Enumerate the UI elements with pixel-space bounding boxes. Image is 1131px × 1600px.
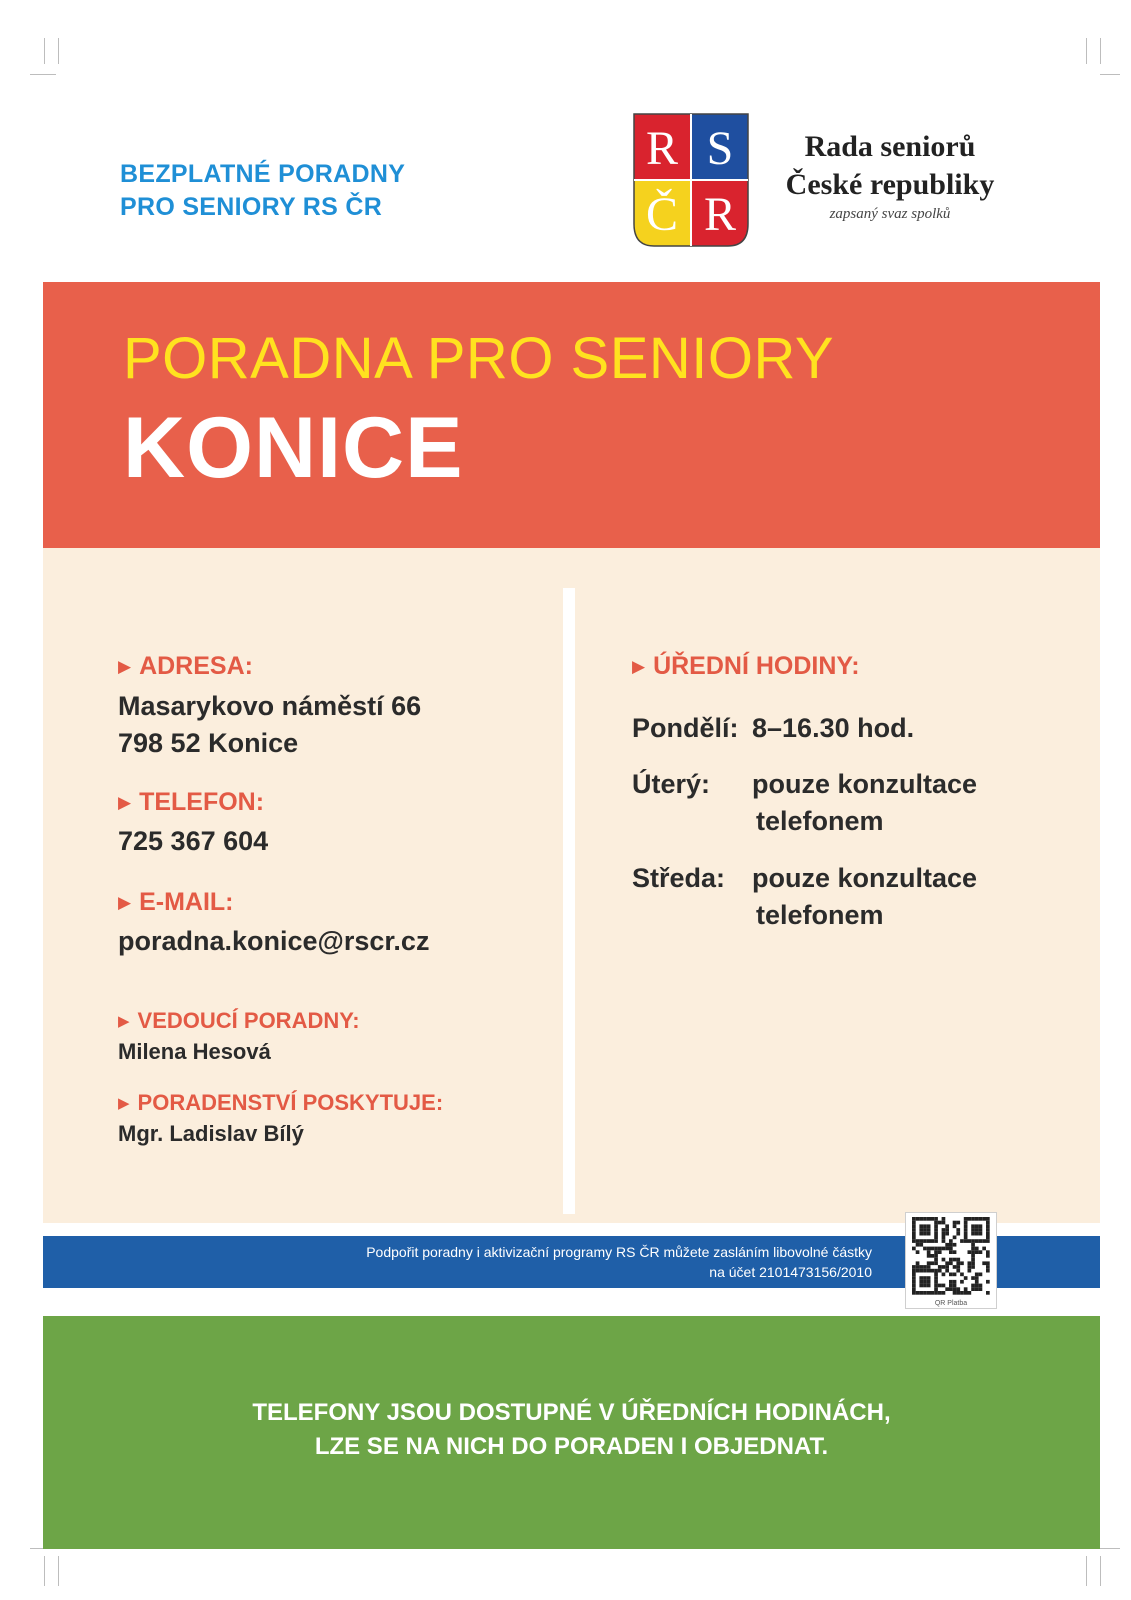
- crop-mark: [1086, 38, 1087, 64]
- crop-mark: [1086, 1556, 1087, 1586]
- wednesday-value-line-2: telefonem: [756, 900, 884, 930]
- address-label: [118, 652, 253, 681]
- crop-mark: [58, 1556, 59, 1586]
- address-label-text: ADRESA:: [139, 652, 253, 680]
- rscr-logo: [632, 112, 750, 248]
- logo-letter-r1: R: [645, 122, 679, 175]
- advisor-value: Mgr. Ladislav Bílý: [118, 1121, 304, 1146]
- monday-value: 8–16.30 hod.: [752, 713, 915, 743]
- tuesday-value-line-1: pouze konzultace: [752, 769, 978, 799]
- qr-code[interactable]: [905, 1212, 997, 1309]
- monday-label: Pondělí:: [632, 713, 739, 743]
- crop-mark: [30, 74, 56, 75]
- footer-band: [43, 1316, 1100, 1549]
- crop-mark: [58, 38, 59, 64]
- wednesday-label: Středa:: [632, 863, 726, 893]
- support-line-1: Podpořit poradny i aktivizační programy RS ČR můžete zasláním libovolné částky: [366, 1244, 872, 1260]
- crop-mark: [1100, 1548, 1120, 1549]
- crop-mark: [44, 38, 45, 64]
- header-title-line-2: PRO SENIORY RS ČR: [120, 193, 383, 221]
- head-value: Milena Hesová: [118, 1039, 271, 1064]
- header-title: [120, 158, 405, 224]
- crop-mark: [1100, 1556, 1101, 1586]
- wednesday-value-line-1: pouze konzultace: [752, 863, 978, 893]
- org-line-1: Rada seniorů: [804, 130, 976, 163]
- hero-band: [43, 282, 1100, 548]
- crop-mark: [1100, 74, 1120, 75]
- triangle-right-icon: ▶: [118, 1013, 130, 1030]
- hero-title: PORADNA PRO SENIORY: [123, 326, 835, 391]
- address-line-1: Masarykovo náměstí 66: [118, 691, 422, 721]
- footer-line-2: LZE SE NA NICH DO PORADEN I OBJEDNAT.: [314, 1433, 829, 1460]
- logo-letter-r2: R: [703, 188, 737, 241]
- phone-value[interactable]: 725 367 604: [118, 826, 269, 856]
- column-divider: [563, 588, 575, 1214]
- triangle-right-icon: ▶: [632, 657, 646, 676]
- hours-label: [632, 652, 860, 681]
- advisor-label: [118, 1090, 443, 1116]
- phone-label-text: TELEFON:: [139, 788, 265, 816]
- org-line-2: České republiky: [785, 168, 995, 201]
- advisor-label-text: PORADENSTVÍ POSKYTUJE:: [137, 1090, 444, 1115]
- support-line-2: na účet 2101473156/2010: [709, 1264, 872, 1280]
- crop-mark: [1100, 38, 1101, 64]
- qr-code-graphic: [909, 1216, 993, 1296]
- email-label-text: E-MAIL:: [139, 888, 234, 916]
- organization-name: [760, 128, 1020, 223]
- email-value[interactable]: poradna.konice@rscr.cz: [118, 926, 430, 956]
- footer-text: [43, 1396, 1100, 1464]
- hours-label-text: ÚŘEDNÍ HODINY:: [653, 652, 860, 680]
- triangle-right-icon: ▶: [118, 657, 132, 676]
- org-line-3: zapsaný svaz spolků: [829, 206, 951, 222]
- triangle-right-icon: ▶: [118, 893, 132, 912]
- phone-label: [118, 788, 264, 817]
- hero-city: KONICE: [123, 400, 464, 496]
- logo-letter-s: S: [706, 122, 734, 175]
- header-title-line-1: BEZPLATNÉ PORADNY: [120, 160, 406, 188]
- logo-letter-c: Č: [645, 188, 679, 241]
- support-text: [366, 1242, 872, 1282]
- crop-mark: [44, 1556, 45, 1586]
- triangle-right-icon: ▶: [118, 1095, 130, 1112]
- footer-line-1: TELEFONY JSOU DOSTUPNÉ V ÚŘEDNÍCH HODINÁCH,: [252, 1399, 891, 1426]
- head-label-text: VEDOUCÍ PORADNY:: [137, 1008, 360, 1033]
- tuesday-value-line-2: telefonem: [756, 806, 884, 836]
- email-label: [118, 888, 234, 917]
- triangle-right-icon: ▶: [118, 793, 132, 812]
- qr-caption: QR Platba: [934, 1300, 968, 1307]
- tuesday-label: Úterý:: [632, 769, 711, 799]
- address-line-2: 798 52 Konice: [118, 728, 299, 758]
- head-label: [118, 1008, 360, 1034]
